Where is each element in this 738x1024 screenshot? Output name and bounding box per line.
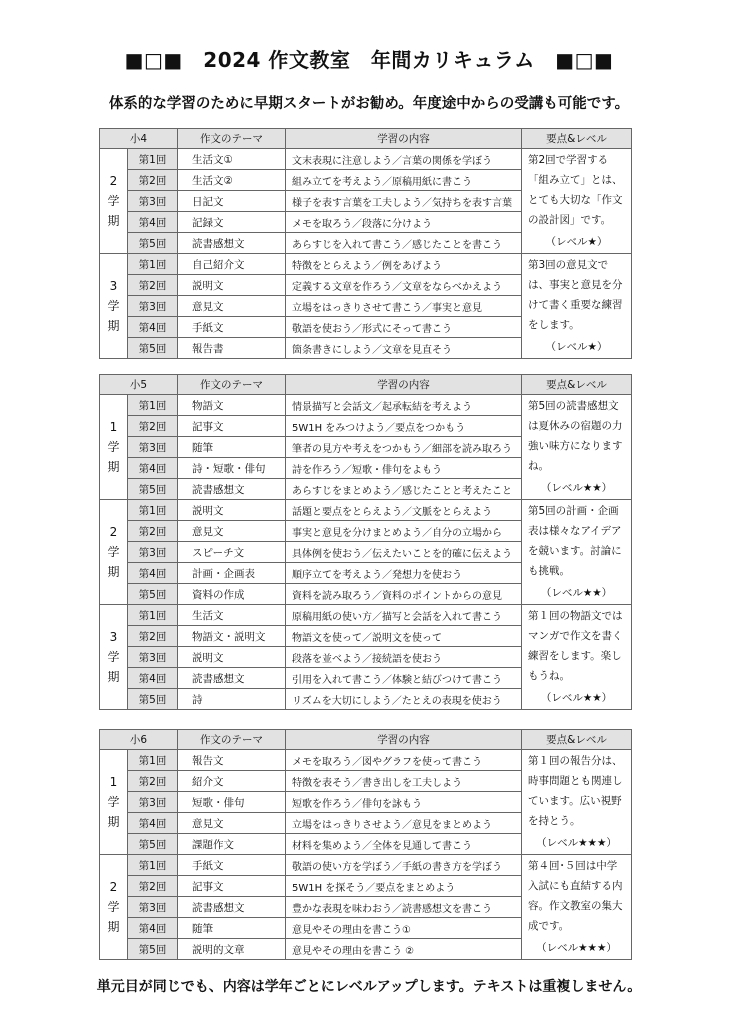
term-label bbox=[100, 254, 128, 359]
lesson-content: 特徴をとらえよう／例をあげよう bbox=[286, 254, 522, 275]
header-content: 学習の内容 bbox=[286, 730, 522, 750]
lesson-theme: 記事文 bbox=[178, 876, 286, 897]
lesson-theme: 随筆 bbox=[178, 918, 286, 939]
lesson-number: 第4回 bbox=[128, 813, 178, 834]
lesson-theme: 計画・企画表 bbox=[178, 563, 286, 584]
term-note: 第5回の読書感想文は夏休みの宿題の力強い味方になりますね。 bbox=[528, 400, 623, 472]
lesson-number: 第4回 bbox=[128, 563, 178, 584]
lesson-theme: 意見文 bbox=[178, 296, 286, 317]
lesson-number: 第3回 bbox=[128, 647, 178, 668]
lesson-content: 5W1H を探そう／要点をまとめよう bbox=[286, 876, 522, 897]
curriculum-table bbox=[99, 128, 632, 359]
lesson-theme: 説明文 bbox=[178, 647, 286, 668]
lesson-number: 第2回 bbox=[128, 876, 178, 897]
lesson-theme: 記事文 bbox=[178, 416, 286, 437]
lesson-number: 第4回 bbox=[128, 212, 178, 233]
term-label-char: 3 bbox=[109, 279, 118, 293]
lesson-content: 立場をはっきりさせて書こう／事実と意見 bbox=[286, 296, 522, 317]
grade-label: 小5 bbox=[100, 375, 178, 395]
lesson-theme: 詩 bbox=[178, 689, 286, 710]
lesson-number: 第1回 bbox=[128, 855, 178, 876]
lesson-content: 資料を読み取ろう／資料のポイントからの意見 bbox=[286, 584, 522, 605]
term-label bbox=[100, 395, 128, 500]
table-header-row bbox=[100, 375, 632, 395]
lesson-content: 意見やその理由を書こう① bbox=[286, 918, 522, 939]
lesson-number: 第1回 bbox=[128, 254, 178, 275]
lesson-content: 物語文を使って／説明文を使って bbox=[286, 626, 522, 647]
level-rating: （レベル★★★） bbox=[536, 942, 617, 954]
term-note: 第2回で学習する「組み立て」とは、とても大切な「作文の設計図」です。 bbox=[528, 154, 623, 226]
lesson-theme: スピーチ文 bbox=[178, 542, 286, 563]
term-label bbox=[100, 500, 128, 605]
table-row bbox=[100, 149, 632, 170]
lesson-theme: 説明文 bbox=[178, 500, 286, 521]
lesson-content: 原稿用紙の使い方／描写と会話を入れて書こう bbox=[286, 605, 522, 626]
lesson-content: 短歌を作ろう／俳句を詠もう bbox=[286, 792, 522, 813]
lesson-content: 話題と要点をとらえよう／文脈をとらえよう bbox=[286, 500, 522, 521]
lesson-content: メモを取ろう／図やグラフを使って書こう bbox=[286, 750, 522, 771]
term-label-char: 3 bbox=[109, 630, 118, 644]
lesson-number: 第5回 bbox=[128, 584, 178, 605]
term-summary bbox=[522, 254, 632, 359]
lesson-theme: 意見文 bbox=[178, 521, 286, 542]
lesson-theme: 課題作文 bbox=[178, 834, 286, 855]
table-row bbox=[100, 605, 632, 626]
table-row bbox=[100, 395, 632, 416]
lesson-number: 第1回 bbox=[128, 605, 178, 626]
lesson-content: 文末表現に注意しよう／言葉の関係を学ぼう bbox=[286, 149, 522, 170]
lesson-theme: 紹介文 bbox=[178, 771, 286, 792]
lesson-number: 第2回 bbox=[128, 626, 178, 647]
lesson-number: 第4回 bbox=[128, 458, 178, 479]
term-label-char: 期 bbox=[107, 815, 120, 829]
term-note: 第４回･５回は中学入試にも直結する内容。作文教室の集大成です。 bbox=[528, 860, 623, 932]
table-row bbox=[100, 500, 632, 521]
term-label-char: 期 bbox=[107, 670, 120, 684]
lesson-number: 第3回 bbox=[128, 191, 178, 212]
table-header-row bbox=[100, 129, 632, 149]
term-label-char: 2 bbox=[109, 174, 118, 188]
lesson-number: 第3回 bbox=[128, 542, 178, 563]
header-content: 学習の内容 bbox=[286, 129, 522, 149]
term-summary bbox=[522, 395, 632, 500]
lesson-content: 敬語の使い方を学ぼう／手紙の書き方を学ぼう bbox=[286, 855, 522, 876]
term-summary bbox=[522, 605, 632, 710]
term-note: 第3回の意見文では、事実と意見を分けて書く重要な練習をします。 bbox=[528, 259, 623, 331]
term-label-char: 期 bbox=[107, 319, 120, 333]
level-rating: （レベル★★） bbox=[540, 482, 613, 494]
term-label-char: 学 bbox=[107, 650, 120, 664]
table-header-row bbox=[100, 730, 632, 750]
term-label-char: 期 bbox=[107, 920, 120, 934]
lesson-content: 引用を入れて書こう／体験と結びつけて書こう bbox=[286, 668, 522, 689]
lesson-content: あらすじをまとめよう／感じたことと考えたこと bbox=[286, 479, 522, 500]
lesson-content: 定義する文章を作ろう／文章をならべかえよう bbox=[286, 275, 522, 296]
term-label-char: 学 bbox=[107, 545, 120, 559]
lesson-content: 筆者の見方や考えをつかもう／細部を読み取ろう bbox=[286, 437, 522, 458]
lesson-number: 第4回 bbox=[128, 317, 178, 338]
term-note: 第１回の物語文ではマンガで作文を書く練習をします。楽しもうね。 bbox=[528, 610, 623, 682]
lesson-content: リズムを大切にしよう／たとえの表現を使おう bbox=[286, 689, 522, 710]
lesson-number: 第2回 bbox=[128, 170, 178, 191]
lesson-number: 第1回 bbox=[128, 500, 178, 521]
term-summary bbox=[522, 149, 632, 254]
header-level: 要点&レベル bbox=[522, 730, 632, 750]
grade-label: 小6 bbox=[100, 730, 178, 750]
term-summary bbox=[522, 855, 632, 960]
table-row bbox=[100, 855, 632, 876]
lesson-number: 第5回 bbox=[128, 689, 178, 710]
lesson-content: メモを取ろう／段落に分けよう bbox=[286, 212, 522, 233]
lesson-number: 第4回 bbox=[128, 918, 178, 939]
lesson-content: 情景描写と会話文／起承転結を考えよう bbox=[286, 395, 522, 416]
lesson-theme: 手紙文 bbox=[178, 855, 286, 876]
lesson-content: 豊かな表現を味わおう／読書感想文を書こう bbox=[286, 897, 522, 918]
term-label-char: 2 bbox=[109, 880, 118, 894]
header-content: 学習の内容 bbox=[286, 375, 522, 395]
term-label-char: 学 bbox=[107, 795, 120, 809]
grade-label: 小4 bbox=[100, 129, 178, 149]
lesson-number: 第2回 bbox=[128, 771, 178, 792]
lesson-content: 具体例を使おう／伝えたいことを的確に伝えよう bbox=[286, 542, 522, 563]
lesson-number: 第2回 bbox=[128, 521, 178, 542]
lesson-theme: 記録文 bbox=[178, 212, 286, 233]
term-label-char: 学 bbox=[107, 900, 120, 914]
lesson-number: 第2回 bbox=[128, 275, 178, 296]
page-title: ■□■ 2024 作文教室 年間カリキュラム ■□■ bbox=[124, 48, 614, 72]
lesson-content: 様子を表す言葉を工夫しよう／気持ちを表す言葉 bbox=[286, 191, 522, 212]
level-rating: （レベル★★★） bbox=[536, 837, 617, 849]
term-label-char: 1 bbox=[109, 420, 118, 434]
lesson-theme: 物語文 bbox=[178, 395, 286, 416]
lesson-theme: 自己紹介文 bbox=[178, 254, 286, 275]
lesson-theme: 詩・短歌・俳句 bbox=[178, 458, 286, 479]
lesson-theme: 生活文 bbox=[178, 605, 286, 626]
lesson-theme: 読書感想文 bbox=[178, 479, 286, 500]
term-label bbox=[100, 750, 128, 855]
lesson-theme: 生活文② bbox=[178, 170, 286, 191]
lesson-content: 敬語を使おう／形式にそって書こう bbox=[286, 317, 522, 338]
level-rating: （レベル★★） bbox=[540, 692, 613, 704]
lesson-number: 第1回 bbox=[128, 750, 178, 771]
lesson-theme: 随筆 bbox=[178, 437, 286, 458]
lesson-theme: 説明的文章 bbox=[178, 939, 286, 960]
lesson-content: 詩を作ろう／短歌・俳句をよもう bbox=[286, 458, 522, 479]
lesson-theme: 説明文 bbox=[178, 275, 286, 296]
lesson-content: 組み立てを考えよう／原稿用紙に書こう bbox=[286, 170, 522, 191]
term-label-char: 学 bbox=[107, 194, 120, 208]
lesson-number: 第1回 bbox=[128, 395, 178, 416]
lesson-theme: 読書感想文 bbox=[178, 668, 286, 689]
lesson-content: 材料を集めよう／全体を見通して書こう bbox=[286, 834, 522, 855]
lesson-content: あらすじを入れて書こう／感じたことを書こう bbox=[286, 233, 522, 254]
term-note: 第１回の報告分は、時事問題とも関連しています。広い視野を持とう。 bbox=[528, 755, 623, 827]
header-theme: 作文のテーマ bbox=[178, 730, 286, 750]
lesson-content: 箇条書きにしよう／文章を見直そう bbox=[286, 338, 522, 359]
term-label bbox=[100, 605, 128, 710]
lesson-number: 第3回 bbox=[128, 437, 178, 458]
curriculum-table bbox=[99, 729, 632, 960]
term-summary bbox=[522, 750, 632, 855]
lesson-theme: 報告書 bbox=[178, 338, 286, 359]
term-label-char: 学 bbox=[107, 299, 120, 313]
lesson-number: 第5回 bbox=[128, 479, 178, 500]
lesson-number: 第3回 bbox=[128, 296, 178, 317]
header-theme: 作文のテーマ bbox=[178, 375, 286, 395]
lesson-content: 段落を並べよう／接続語を使おう bbox=[286, 647, 522, 668]
lesson-number: 第1回 bbox=[128, 149, 178, 170]
lesson-theme: 手紙文 bbox=[178, 317, 286, 338]
lesson-content: 特徴を表そう／書き出しを工夫しよう bbox=[286, 771, 522, 792]
level-rating: （レベル★） bbox=[545, 341, 608, 353]
table-row bbox=[100, 254, 632, 275]
header-level: 要点&レベル bbox=[522, 129, 632, 149]
lesson-theme: 短歌・俳句 bbox=[178, 792, 286, 813]
term-note: 第5回の計画・企画表は様々なアイデアを競います。討論にも挑戦。 bbox=[528, 505, 622, 577]
term-label-char: 期 bbox=[107, 460, 120, 474]
lesson-content: 立場をはっきりさせよう／意見をまとめよう bbox=[286, 813, 522, 834]
lesson-number: 第4回 bbox=[128, 668, 178, 689]
lesson-theme: 意見文 bbox=[178, 813, 286, 834]
lesson-number: 第3回 bbox=[128, 897, 178, 918]
lesson-theme: 物語文・説明文 bbox=[178, 626, 286, 647]
lesson-theme: 資料の作成 bbox=[178, 584, 286, 605]
lesson-theme: 報告文 bbox=[178, 750, 286, 771]
header-level: 要点&レベル bbox=[522, 375, 632, 395]
page-footer: 単元目が同じでも、内容は学年ごとにレベルアップします。テキストは重複しません。 bbox=[96, 979, 642, 995]
term-label-char: 2 bbox=[109, 525, 118, 539]
lesson-number: 第5回 bbox=[128, 834, 178, 855]
lesson-number: 第5回 bbox=[128, 233, 178, 254]
lesson-content: 意見やその理由を書こう ② bbox=[286, 939, 522, 960]
lesson-number: 第2回 bbox=[128, 416, 178, 437]
lesson-number: 第5回 bbox=[128, 338, 178, 359]
lesson-content: 5W1H をみつけよう／要点をつかもう bbox=[286, 416, 522, 437]
table-row bbox=[100, 750, 632, 771]
header-theme: 作文のテーマ bbox=[178, 129, 286, 149]
term-label-char: 期 bbox=[107, 214, 120, 228]
lesson-number: 第3回 bbox=[128, 792, 178, 813]
curriculum-table bbox=[99, 374, 632, 710]
lesson-content: 順序立てを考えよう／発想力を使おう bbox=[286, 563, 522, 584]
level-rating: （レベル★★） bbox=[540, 587, 613, 599]
term-label bbox=[100, 149, 128, 254]
lesson-theme: 読書感想文 bbox=[178, 897, 286, 918]
level-rating: （レベル★） bbox=[545, 236, 608, 248]
lesson-theme: 読書感想文 bbox=[178, 233, 286, 254]
term-label-char: 学 bbox=[107, 440, 120, 454]
lesson-content: 事実と意見を分けまとめよう／自分の立場から bbox=[286, 521, 522, 542]
lesson-number: 第5回 bbox=[128, 939, 178, 960]
page-subtitle: 体系的な学習のために早期スタートがお勧め。年度途中からの受講も可能です。 bbox=[108, 96, 630, 112]
lesson-theme: 日記文 bbox=[178, 191, 286, 212]
term-summary bbox=[522, 500, 632, 605]
term-label bbox=[100, 855, 128, 960]
lesson-theme: 生活文① bbox=[178, 149, 286, 170]
term-label-char: 1 bbox=[109, 775, 118, 789]
term-label-char: 期 bbox=[107, 565, 120, 579]
